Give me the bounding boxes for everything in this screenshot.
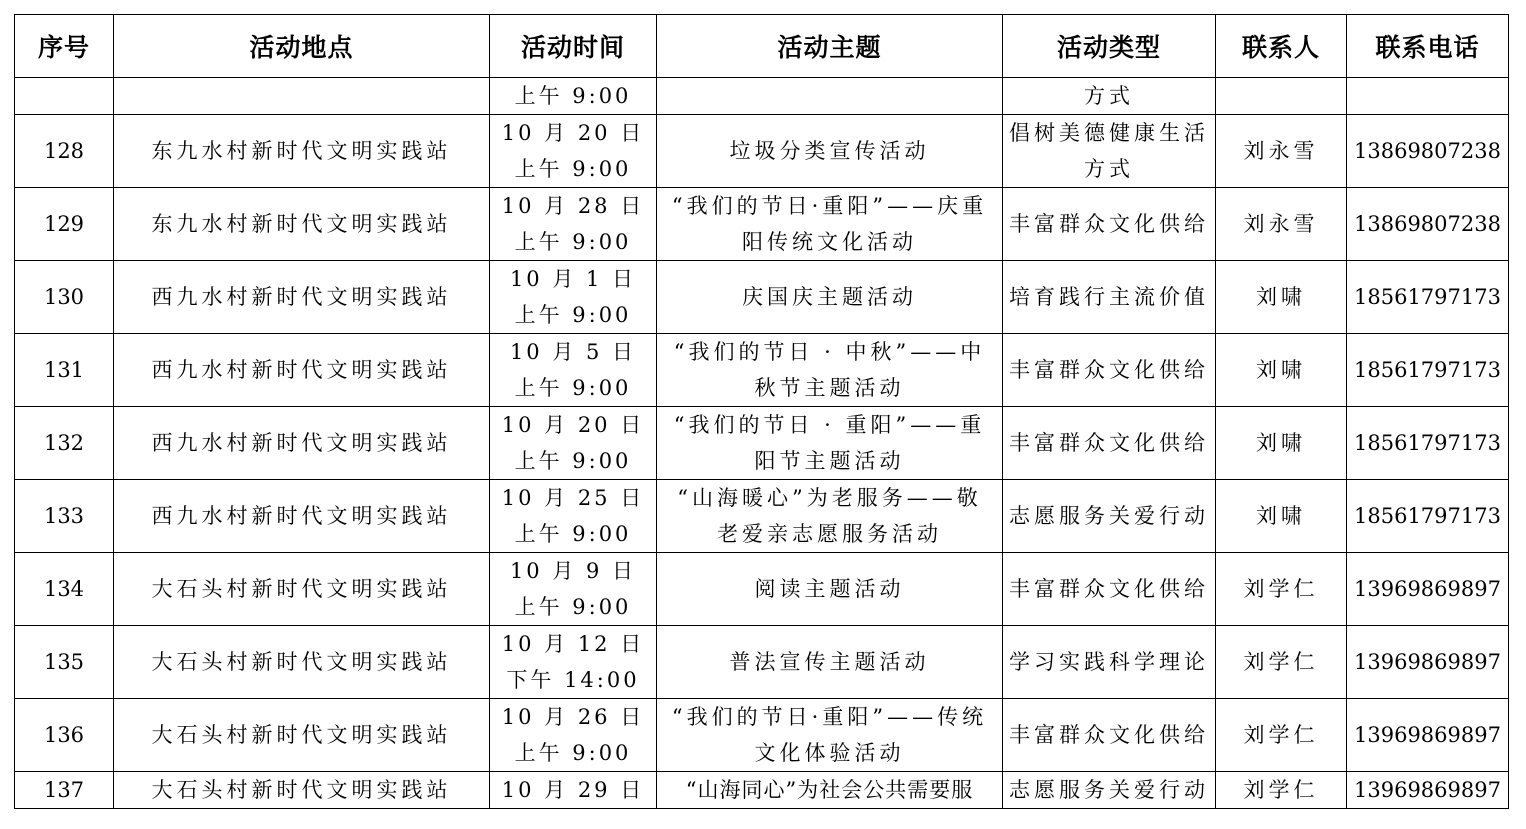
seq-cell: 128 [15, 115, 114, 188]
contact-cell: 刘啸 [1216, 334, 1347, 407]
contact-cell: 刘学仁 [1216, 699, 1347, 772]
phone-cell: 13969869897 [1347, 553, 1509, 626]
time-cell [490, 188, 657, 261]
time-line: 上午 9:00 [514, 157, 632, 181]
place-cell: 西九水村新时代文明实践站 [114, 480, 490, 553]
seq-cell: 133 [15, 480, 114, 553]
type-cell [1003, 334, 1216, 407]
type-cell [1003, 115, 1216, 188]
contact-cell: 刘学仁 [1216, 626, 1347, 699]
phone-cell: 13969869897 [1347, 699, 1509, 772]
date-line: 10 月 28 日 [501, 194, 645, 218]
theme-line: 庆国庆主题活动 [742, 285, 917, 309]
theme-cell [657, 261, 1003, 334]
time-line: 上午 9:00 [514, 84, 632, 108]
theme-cell [657, 553, 1003, 626]
header-seq: 序号 [15, 15, 114, 78]
date-line: 10 月 1 日 [509, 267, 637, 291]
time-cell [490, 407, 657, 480]
theme-line: 老爱亲志愿服务活动 [717, 522, 942, 546]
type-line: 倡树美德健康生活 [1009, 121, 1209, 145]
theme-line: “我们的节日 · 重阳”——重 [673, 413, 986, 437]
type-line: 丰富群众文化供给 [1009, 212, 1209, 236]
date-line: 10 月 5 日 [509, 340, 637, 364]
type-line: 志愿服务关爱行动 [1009, 504, 1209, 528]
contact-cell: 刘啸 [1216, 261, 1347, 334]
table-row [15, 772, 1509, 809]
type-line: 丰富群众文化供给 [1009, 431, 1209, 455]
date-line: 10 月 12 日 [501, 632, 645, 656]
date-line: 10 月 29 日 [501, 778, 645, 802]
place-cell: 西九水村新时代文明实践站 [114, 334, 490, 407]
contact-cell: 刘啸 [1216, 480, 1347, 553]
table-body [15, 78, 1509, 809]
table-row [15, 553, 1509, 626]
seq-cell: 136 [15, 699, 114, 772]
phone-cell: 18561797173 [1347, 334, 1509, 407]
contact-cell: 刘永雪 [1216, 115, 1347, 188]
table-row [15, 480, 1509, 553]
theme-cell [657, 626, 1003, 699]
header-type: 活动类型 [1003, 15, 1216, 78]
theme-line: 秋节主题活动 [754, 376, 905, 400]
seq-cell: 137 [15, 772, 114, 809]
table-row [15, 115, 1509, 188]
time-cell [490, 699, 657, 772]
time-cell [490, 261, 657, 334]
theme-line: 阅读主题活动 [754, 577, 905, 601]
theme-line: “我们的节日·重阳”——传统 [671, 705, 988, 729]
header-phone: 联系电话 [1347, 15, 1509, 78]
time-line: 上午 9:00 [514, 741, 632, 765]
contact-cell: 刘啸 [1216, 407, 1347, 480]
seq-cell: 135 [15, 626, 114, 699]
date-line: 10 月 20 日 [501, 413, 645, 437]
theme-line: 阳传统文化活动 [742, 230, 917, 254]
table-header-row [15, 15, 1509, 78]
type-cell [1003, 626, 1216, 699]
time-line: 上午 9:00 [514, 376, 632, 400]
type-line: 丰富群众文化供给 [1009, 723, 1209, 747]
place-cell: 大石头村新时代文明实践站 [114, 699, 490, 772]
table-row [15, 626, 1509, 699]
theme-cell [657, 188, 1003, 261]
seq-cell: 132 [15, 407, 114, 480]
contact-cell: 刘学仁 [1216, 553, 1347, 626]
contact-cell: 刘永雪 [1216, 188, 1347, 261]
place-cell: 西九水村新时代文明实践站 [114, 407, 490, 480]
phone-cell: 13969869897 [1347, 626, 1509, 699]
theme-line: “我们的节日·重阳”——庆重 [671, 194, 988, 218]
header-theme: 活动主题 [657, 15, 1003, 78]
table-row [15, 699, 1509, 772]
theme-line: “山海同心”为社会公共需要服 [685, 778, 974, 802]
type-cell [1003, 553, 1216, 626]
type-line: 方式 [1084, 84, 1134, 108]
place-cell: 东九水村新时代文明实践站 [114, 115, 490, 188]
date-line: 10 月 25 日 [501, 486, 645, 510]
type-line: 培育践行主流价值 [1009, 285, 1209, 309]
type-cell [1003, 772, 1216, 809]
theme-line: 垃圾分类宣传活动 [729, 139, 930, 163]
time-line: 上午 9:00 [514, 230, 632, 254]
date-line: 10 月 26 日 [501, 705, 645, 729]
time-line: 上午 9:00 [514, 595, 632, 619]
time-line: 上午 9:00 [514, 303, 632, 327]
theme-line: “我们的节日 · 中秋”——中 [673, 340, 986, 364]
theme-line: 阳节主题活动 [754, 449, 905, 473]
theme-cell [657, 407, 1003, 480]
header-time: 活动时间 [490, 15, 657, 78]
type-cell [1003, 78, 1216, 115]
type-line: 丰富群众文化供给 [1009, 577, 1209, 601]
theme-cell [657, 334, 1003, 407]
table-row [15, 407, 1509, 480]
type-cell [1003, 480, 1216, 553]
type-line: 丰富群众文化供给 [1009, 358, 1209, 382]
table-row [15, 78, 1509, 115]
place-cell [114, 78, 490, 115]
phone-cell: 18561797173 [1347, 261, 1509, 334]
contact-cell [1216, 78, 1347, 115]
type-cell [1003, 261, 1216, 334]
table-row [15, 334, 1509, 407]
theme-cell [657, 772, 1003, 809]
table-row [15, 261, 1509, 334]
theme-cell [657, 115, 1003, 188]
place-cell: 大石头村新时代文明实践站 [114, 553, 490, 626]
theme-cell [657, 78, 1003, 115]
theme-cell [657, 699, 1003, 772]
place-cell: 西九水村新时代文明实践站 [114, 261, 490, 334]
header-place: 活动地点 [114, 15, 490, 78]
time-cell [490, 78, 657, 115]
time-cell [490, 480, 657, 553]
type-line: 志愿服务关爱行动 [1009, 778, 1209, 802]
time-line: 上午 9:00 [514, 449, 632, 473]
theme-line: 文化体验活动 [754, 741, 905, 765]
table-row [15, 188, 1509, 261]
time-cell [490, 553, 657, 626]
seq-cell: 130 [15, 261, 114, 334]
time-cell [490, 772, 657, 809]
activity-schedule-table [14, 14, 1509, 809]
time-cell [490, 334, 657, 407]
type-line: 方式 [1084, 157, 1134, 181]
time-cell [490, 115, 657, 188]
phone-cell: 13969869897 [1347, 772, 1509, 809]
time-line: 上午 9:00 [514, 522, 632, 546]
phone-cell: 18561797173 [1347, 480, 1509, 553]
time-line: 下午 14:00 [506, 668, 640, 692]
phone-cell [1347, 78, 1509, 115]
type-cell [1003, 407, 1216, 480]
date-line: 10 月 20 日 [501, 121, 645, 145]
phone-cell: 13869807238 [1347, 115, 1509, 188]
type-cell [1003, 188, 1216, 261]
seq-cell [15, 78, 114, 115]
place-cell: 东九水村新时代文明实践站 [114, 188, 490, 261]
place-cell: 大石头村新时代文明实践站 [114, 626, 490, 699]
type-cell [1003, 699, 1216, 772]
phone-cell: 18561797173 [1347, 407, 1509, 480]
contact-cell: 刘学仁 [1216, 772, 1347, 809]
seq-cell: 134 [15, 553, 114, 626]
theme-line: “山海暖心”为老服务——敬 [677, 486, 982, 510]
place-cell: 大石头村新时代文明实践站 [114, 772, 490, 809]
date-line: 10 月 9 日 [509, 559, 637, 583]
theme-cell [657, 480, 1003, 553]
phone-cell: 13869807238 [1347, 188, 1509, 261]
seq-cell: 131 [15, 334, 114, 407]
seq-cell: 129 [15, 188, 114, 261]
theme-line: 普法宣传主题活动 [729, 650, 930, 674]
time-cell [490, 626, 657, 699]
header-contact: 联系人 [1216, 15, 1347, 78]
type-line: 学习实践科学理论 [1009, 650, 1209, 674]
